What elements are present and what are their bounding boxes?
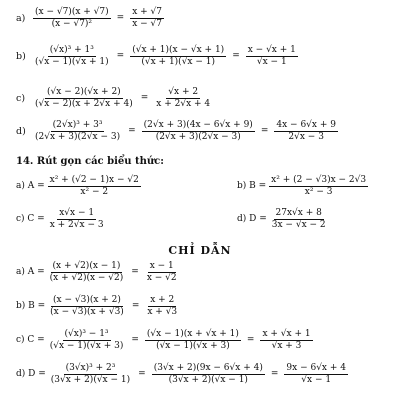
equation-label: c): [16, 92, 26, 104]
numerator: (x + √2)(x − 1): [52, 261, 121, 271]
item-label: b) B =: [16, 301, 46, 311]
equation-label: a): [16, 12, 26, 24]
equals-sign: =: [131, 335, 139, 345]
exercise-title: 14. Rút gọn các biểu thức:: [16, 156, 164, 167]
numerator: x² + (2 − √3)x − 2√3: [271, 175, 367, 185]
fraction: [130, 8, 164, 29]
guide-a: [16, 262, 390, 283]
fraction: [152, 364, 265, 385]
exercise-item-d: [237, 209, 331, 230]
denominator: x − √7: [132, 19, 163, 29]
guide-b: [16, 296, 390, 317]
fraction: [142, 121, 255, 142]
denominator: 3x − √x − 2: [271, 220, 326, 230]
fraction: [269, 176, 368, 197]
numerator: (√x)³ + 1³: [49, 45, 94, 55]
denominator: x + 2√x + 4: [156, 99, 211, 109]
denominator: (x − √7)²: [51, 19, 93, 29]
equals-sign: =: [232, 51, 240, 61]
denominator: x − √2: [146, 273, 177, 283]
denominator: x² − 3: [304, 187, 333, 197]
denominator: (√x − 1)(√x + 3): [49, 341, 124, 351]
guide-title: CHỈ DẪN: [168, 244, 232, 257]
numerator: (√x − 1)(x + √x + 1): [146, 329, 239, 339]
equals-sign: =: [138, 369, 146, 379]
equation-c: [16, 88, 390, 109]
item-label: a) A =: [16, 267, 45, 277]
numerator: (√x − 2)(√x + 2): [47, 87, 121, 97]
denominator: (2√x + 3)(2√x − 3): [155, 132, 241, 142]
equation-label: b): [16, 50, 26, 62]
numerator: 4x − 6√x + 9: [276, 120, 336, 130]
numerator: x√x − 1: [59, 208, 95, 218]
numerator: (3√x + 2)(9x − 6√x + 4): [153, 363, 263, 373]
fraction: [48, 176, 141, 197]
denominator: (3√x + 2)(√x − 1): [50, 375, 131, 385]
guide-c: [16, 330, 390, 351]
denominator: (√x − 1)(√x + 1): [35, 57, 109, 67]
denominator: x + √3: [147, 307, 178, 317]
numerator: (2√x)³ + 3³: [52, 120, 103, 130]
denominator: (√x − 2)(x + 2√x + 4): [35, 99, 133, 109]
fraction: [145, 296, 179, 317]
equation-d: [16, 121, 390, 142]
equals-sign: =: [116, 13, 125, 23]
item-label: d) D =: [16, 369, 46, 379]
numerator: (2√x + 3)(4x − 6√x + 9): [143, 120, 253, 130]
fraction: [284, 364, 348, 385]
fraction: [49, 364, 132, 385]
denominator: √x − 1: [256, 57, 287, 67]
equals-sign: =: [128, 126, 136, 136]
exercise-item-b: [237, 176, 371, 197]
numerator: (x − √7)(x + √7): [35, 7, 109, 17]
fraction: [246, 46, 298, 67]
equals-sign: =: [140, 93, 149, 103]
denominator: (x + √2)(x − √2): [49, 273, 124, 283]
denominator: √x + 3: [271, 341, 302, 351]
fraction: [145, 330, 241, 351]
fraction: [33, 46, 111, 67]
fraction: [33, 121, 122, 142]
fraction: [33, 88, 135, 109]
fraction: [48, 296, 126, 317]
fraction: [48, 209, 106, 230]
denominator: (√x + 1)(√x − 1): [141, 57, 216, 67]
item-label: c) C =: [16, 214, 45, 224]
denominator: (3√x + 2)(√x − 1): [168, 375, 248, 385]
fraction: [145, 262, 179, 283]
fraction: [48, 262, 126, 283]
numerator: (x − √3)(x + 2): [53, 295, 121, 305]
numerator: x + √7: [132, 7, 163, 17]
equals-sign: =: [260, 126, 269, 136]
item-label: c) C =: [16, 335, 45, 345]
equals-sign: =: [116, 51, 125, 61]
numerator: x − 1: [149, 261, 174, 271]
fraction: [270, 209, 328, 230]
exercise-item-a: [16, 176, 144, 197]
equation-a: [16, 8, 390, 29]
equals-sign: =: [270, 369, 279, 379]
denominator: (x − √3)(x + √3): [50, 307, 124, 317]
equals-sign: =: [246, 335, 255, 345]
fraction: [274, 121, 338, 142]
denominator: √x − 1: [301, 375, 332, 385]
denominator: x + 2√x − 3: [49, 220, 104, 230]
denominator: (√x − 1)(√x + 3): [156, 341, 230, 351]
numerator: x − √x + 1: [247, 45, 296, 55]
numerator: (√x)³ − 1³: [64, 329, 109, 339]
equals-sign: =: [131, 267, 139, 277]
item-label: b) B =: [237, 181, 267, 191]
denominator: x² − 2: [80, 187, 109, 197]
numerator: 27x√x + 8: [275, 208, 322, 218]
numerator: x + √x + 1: [262, 329, 311, 339]
fraction: [48, 330, 126, 351]
equation-b: [16, 46, 390, 67]
fraction: [33, 8, 111, 29]
numerator: x + 2: [150, 295, 175, 305]
guide-d: [16, 364, 390, 385]
equals-sign: =: [131, 301, 140, 311]
numerator: (3√x)³ + 2³: [65, 363, 116, 373]
item-label: a) A =: [16, 181, 45, 191]
numerator: 9x − 6√x + 4: [286, 363, 346, 373]
equation-label: d): [16, 125, 26, 137]
fraction: [130, 46, 226, 67]
exercise-item-c: [16, 209, 109, 230]
denominator: (2√x + 3)(2√x − 3): [35, 132, 121, 142]
fraction: [260, 330, 312, 351]
fraction: [154, 88, 212, 109]
numerator: x² + (√2 − 1)x − √2: [49, 175, 139, 185]
numerator: √x + 2: [168, 87, 199, 97]
item-label: d) D =: [237, 214, 267, 224]
denominator: 2√x − 3: [288, 132, 324, 142]
numerator: (√x + 1)(x − √x + 1): [132, 45, 225, 55]
